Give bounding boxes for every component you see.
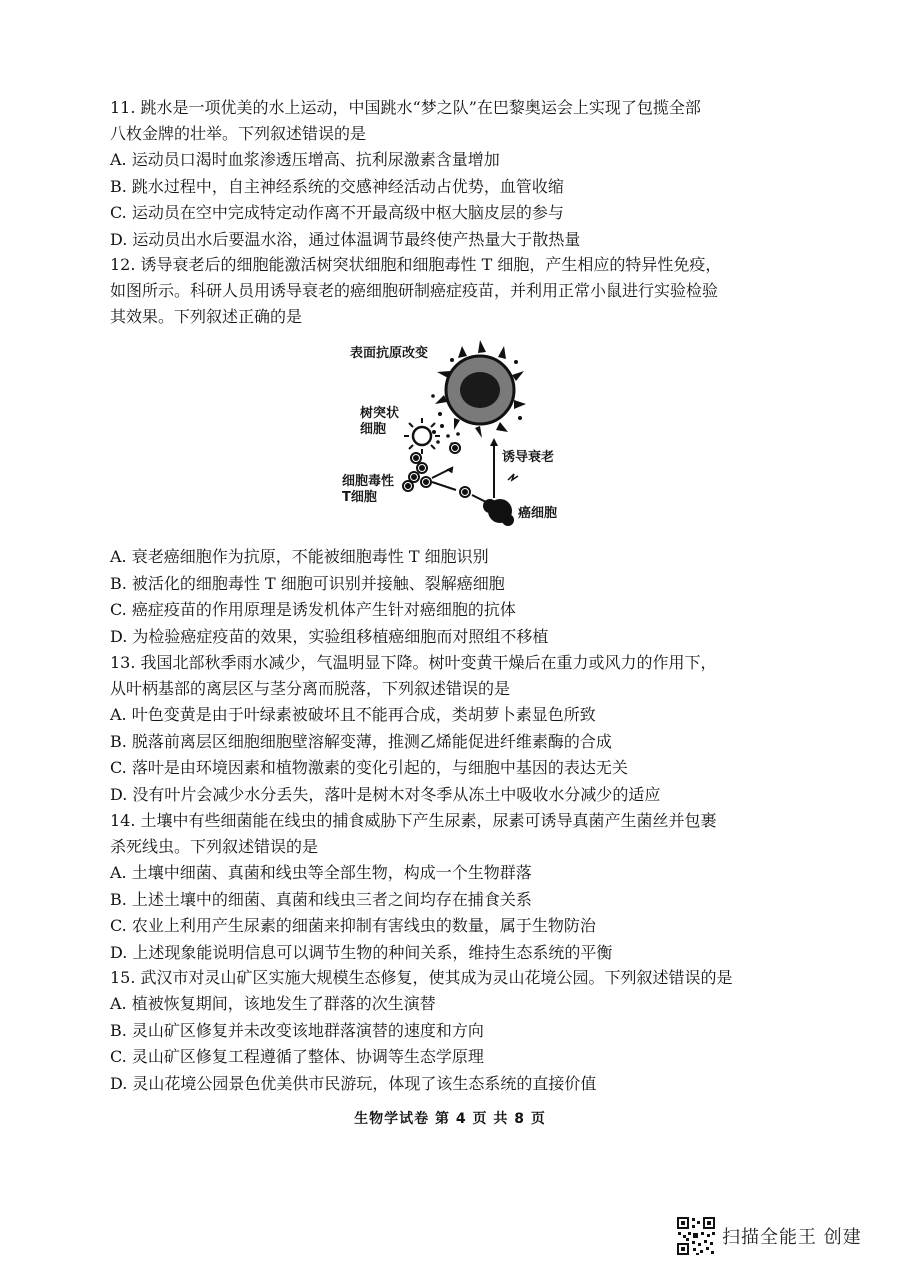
- scanner-watermark: [676, 1216, 862, 1256]
- question-13: [110, 650, 810, 808]
- question-stem-line: 八枚金牌的壮举。下列叙述错误的是: [110, 124, 367, 143]
- question-15: [110, 965, 810, 1097]
- label-ctl-2: T细胞: [342, 490, 377, 505]
- question-stem-line: 如图所示。科研人员用诱导衰老的癌细胞研制癌症疫苗，并利用正常小鼠进行实验检验: [110, 281, 719, 300]
- senescent-cell: [431, 340, 526, 438]
- label-dendritic-cell-1: 树突状: [360, 406, 400, 421]
- label-ctl-1: 细胞毒性: [342, 474, 395, 489]
- option-b: B. 跳水过程中，自主神经系统的交感神经活动占优势，血管收缩: [110, 176, 564, 196]
- question-12-stem: [110, 252, 810, 330]
- option-c: C. 农业上利用产生尿素的细菌来抑制有害线虫的数量，属于生物防治: [110, 916, 596, 935]
- label-dendritic-cell-2: 细胞: [360, 422, 387, 437]
- label-cancer-cell: 癌细胞: [518, 506, 558, 521]
- qr-code-icon: [676, 1216, 716, 1256]
- question-stem-line: 12. 诱导衰老后的细胞能激活树突状细胞和细胞毒性 T 细胞，产生相应的特异性免疫，: [110, 255, 722, 274]
- dendritic-cell: [404, 418, 440, 454]
- question-stem-line: 13. 我国北部秋季雨水减少，气温明显下降。树叶变黄干燥后在重力或风力的作用下，: [110, 653, 717, 672]
- option-d: D. 灵山花境公园景色优美供市民游玩，体现了该生态系统的直接价值: [110, 1073, 597, 1093]
- option-a: A. 运动员口渴时血浆渗透压增高、抗利尿激素含量增加: [110, 150, 500, 169]
- option-a: A. 土壤中细菌、真菌和线虫等全部生物，构成一个生物群落: [110, 863, 532, 882]
- option-d: D. 为检验癌症疫苗的效果，实验组移植癌细胞而对照组不移植: [110, 626, 549, 646]
- option-b: B. 灵山矿区修复并未改变该地群落演替的速度和方向: [110, 1020, 484, 1040]
- cancer-cell: [483, 499, 514, 526]
- watermark-text: 扫描全能王 创建: [722, 1227, 862, 1248]
- option-c: C. 运动员在空中完成特定动作离不开最高级中枢大脑皮层的参与: [110, 203, 564, 222]
- option-d: D. 上述现象能说明信息可以调节生物的种间关系，维持生态系统的平衡: [110, 942, 613, 962]
- question-14: [110, 808, 810, 966]
- option-a: A. 植被恢复期间，该地发生了群落的次生演替: [110, 994, 436, 1013]
- option-c: C. 癌症疫苗的作用原理是诱发机体产生针对癌细胞的抗体: [110, 600, 516, 619]
- immune-response-figure: [330, 340, 580, 530]
- question-stem-line: 15. 武汉市对灵山矿区实施大规模生态修复，使其成为灵山花境公园。下列叙述错误的是: [110, 968, 733, 987]
- t-cells: [403, 443, 470, 497]
- option-a: A. 叶色变黄是由于叶绿素被破坏且不能再合成，类胡萝卜素显色所致: [110, 705, 596, 724]
- question-stem-line: 从叶柄基部的离层区与茎分离而脱落，下列叙述错误的是: [110, 679, 511, 698]
- label-surface-antigen: 表面抗原改变: [350, 346, 429, 361]
- question-stem-line: 11. 跳水是一项优美的水上运动，中国跳水“梦之队”在巴黎奥运会上实现了包揽全部: [110, 98, 701, 117]
- option-a: A. 衰老癌细胞作为抗原，不能被细胞毒性 T 细胞识别: [110, 547, 489, 566]
- question-stem-line: 14. 土壤中有些细菌能在线虫的捕食威胁下产生尿素，尿素可诱导真菌产生菌丝并包裹: [110, 811, 717, 830]
- label-induce-senescence: 诱导衰老: [502, 450, 555, 465]
- option-c: C. 灵山矿区修复工程遵循了整体、协调等生态学原理: [110, 1047, 484, 1066]
- option-b: B. 上述土壤中的细菌、真菌和线虫三者之间均存在捕食关系: [110, 889, 532, 909]
- question-stem-line: 杀死线虫。下列叙述错误的是: [110, 837, 319, 856]
- option-b: B. 脱落前离层区细胞细胞壁溶解变薄，推测乙烯能促进纤维素酶的合成: [110, 731, 612, 751]
- page-footer: 生物学试卷 第 4 页 共 8 页: [354, 1111, 546, 1127]
- option-b: B. 被活化的细胞毒性 T 细胞可识别并接触、裂解癌细胞: [110, 573, 505, 593]
- question-11: [110, 95, 810, 253]
- option-d: D. 没有叶片会减少水分丢失，落叶是树木对冬季从冻土中吸收水分减少的适应: [110, 784, 661, 804]
- question-12-options: [110, 544, 810, 650]
- option-d: D. 运动员出水后要温水浴，通过体温调节最终使产热量大于散热量: [110, 229, 581, 249]
- option-c: C. 落叶是由环境因素和植物激素的变化引起的，与细胞中基因的表达无关: [110, 758, 628, 777]
- question-stem-line: 其效果。下列叙述正确的是: [110, 307, 303, 326]
